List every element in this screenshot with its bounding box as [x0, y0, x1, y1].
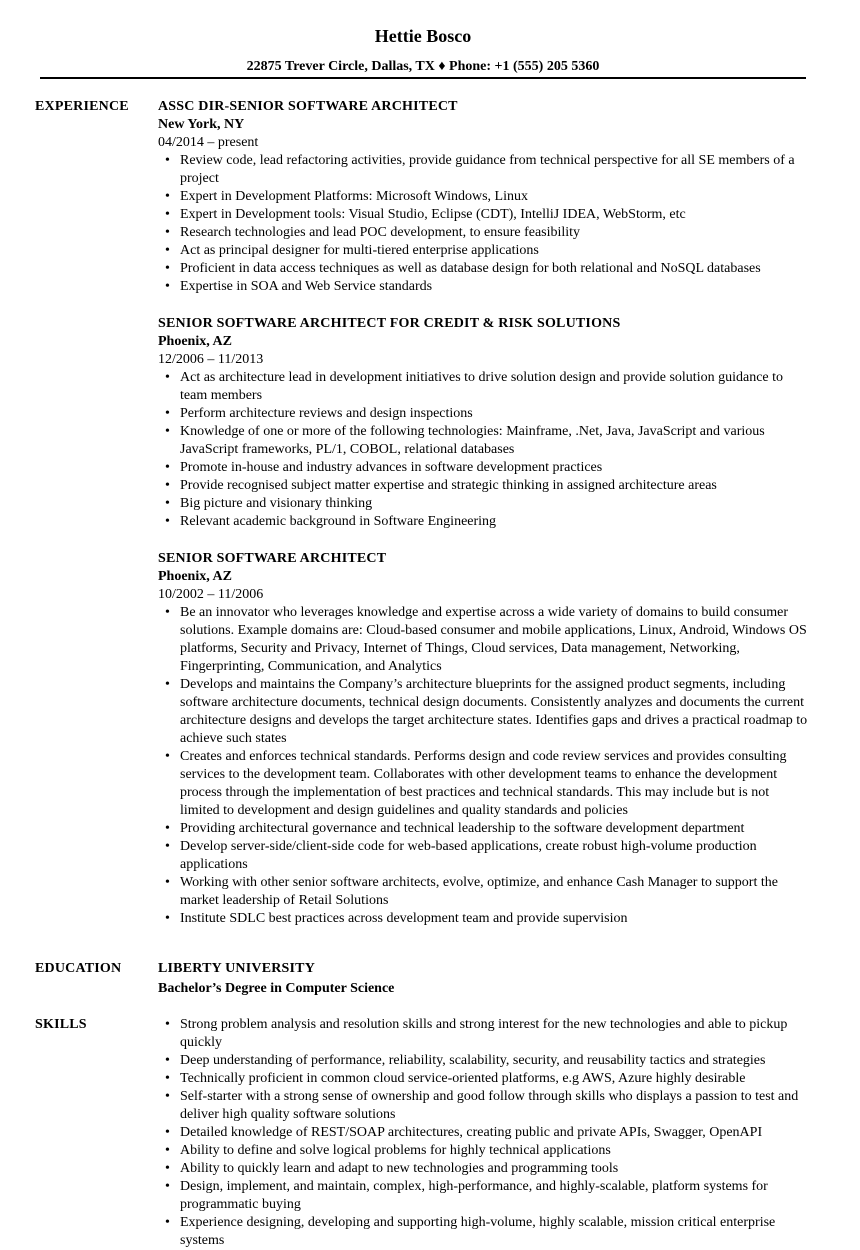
list-item: • Strong problem analysis and resolution skills and strong interest for the new technologies and able to pickup quickly [180, 1016, 812, 1052]
list-item: • Design, implement, and maintain, complex, high-performance, and highly-scalable, platform systems for programmatic buying [180, 1178, 812, 1214]
job-entry [158, 315, 812, 531]
job-location: Phoenix, AZ [158, 334, 232, 349]
list-item: • Providing architectural governance and technical leadership to the software development department [180, 820, 812, 838]
job-entry [158, 550, 812, 928]
list-item: • Act as principal designer for multi-tiered enterprise applications [180, 242, 812, 260]
list-item: • Develop server-side/client-side code for web-based applications, create robust high-volume production applications [180, 838, 812, 874]
list-item: • Promote in-house and industry advances in software development practices [180, 459, 812, 477]
list-item: • Deep understanding of performance, reliability, scalability, security, and reusability tactics and strategies [180, 1052, 812, 1070]
skills-heading: SKILLS [35, 1017, 87, 1032]
list-item: • Big picture and visionary thinking [180, 495, 812, 513]
list-item: • Self-starter with a strong sense of ownership and good follow through skills who displays a passion to test and deliver high quality software solutions [180, 1088, 812, 1124]
list-item: • Ability to quickly learn and adapt to new technologies and programming tools [180, 1160, 812, 1178]
job-bullets [158, 604, 812, 928]
list-item: • Knowledge of one or more of the following technologies: Mainframe, .Net, Java, JavaScript and various JavaScript frameworks, PL/1, COBOL, relational databases [180, 423, 812, 459]
education-heading: EDUCATION [35, 961, 122, 976]
list-item: • Detailed knowledge of REST/SOAP architectures, creating public and private APIs, Swagger, OpenAPI [180, 1124, 812, 1142]
job-title: ASSC DIR-SENIOR SOFTWARE ARCHITECT [158, 99, 458, 114]
job-title: SENIOR SOFTWARE ARCHITECT FOR CREDIT & RISK SOLUTIONS [158, 316, 621, 331]
job-dates: 12/2006 – 11/2013 [158, 352, 264, 367]
job-bullets [158, 152, 812, 296]
job-location: Phoenix, AZ [158, 569, 232, 584]
contact-line: 22875 Trever Circle, Dallas, TX ♦ Phone: +1 (555) 205 5360 [246, 59, 600, 74]
list-item: • Expert in Development tools: Visual Studio, Eclipse (CDT), IntelliJ IDEA, WebStorm, etc [180, 206, 812, 224]
list-item: • Be an innovator who leverages knowledge and expertise across a wide variety of domains to build consumer solutions. Example domains are: Cloud-based consumer and mobile applications, Linux, Android, Windows OS platforms, Security and Privacy, Internet of Things, Cloud services, Data management, Networking, Fingerprinting, Communication, and Analytics [180, 604, 812, 676]
list-item: • Expertise in SOA and Web Service standards [180, 278, 812, 296]
candidate-name: Hettie Bosco [374, 26, 472, 46]
list-item: • Review code, lead refactoring activities, provide guidance from technical perspective for all SE members of a project [180, 152, 812, 188]
list-item: • Develops and maintains the Company’s architecture blueprints for the assigned product segments, including software architecture documents, technical design documents. Consistently analyzes and documents the current architecture designs and develops the target architecture states. Identifies gaps and drives a practical roadmap to achieve such states [180, 676, 812, 748]
list-item: • Experience designing, developing and supporting high-volume, highly scalable, mission critical enterprise systems [180, 1214, 812, 1250]
list-item: • Perform architecture reviews and design inspections [180, 405, 812, 423]
list-item: • Working with other senior software architects, evolve, optimize, and enhance Cash Manager to support the market leadership of Retail Solutions [180, 874, 812, 910]
experience-heading: EXPERIENCE [35, 99, 129, 114]
list-item: • Institute SDLC best practices across development team and provide supervision [180, 910, 812, 928]
list-item: • Creates and enforces technical standards. Performs design and code review services and provides consulting services to the development team. Collaborates with other development teams to enhance the development process through the implementation of best practices and technical standards. This may include but is not limited to development and design guidelines and quality standards and policies [180, 748, 812, 820]
list-item: • Relevant academic background in Software Engineering [180, 513, 812, 531]
skills-list [158, 1016, 812, 1250]
list-item: • Proficient in data access techniques as well as database design for both relational and NoSQL databases [180, 260, 812, 278]
education-section [158, 960, 812, 998]
school-name: LIBERTY UNIVERSITY [158, 961, 316, 976]
degree: Bachelor’s Degree in Computer Science [158, 981, 395, 996]
job-bullets [158, 369, 812, 531]
job-location: New York, NY [158, 117, 245, 132]
list-item: • Expert in Development Platforms: Microsoft Windows, Linux [180, 188, 812, 206]
list-item: • Act as architecture lead in development initiatives to drive solution design and provide solution guidance to team members [180, 369, 812, 405]
job-dates: 10/2002 – 11/2006 [158, 587, 264, 602]
job-entry [158, 98, 812, 296]
experience-section [158, 98, 812, 947]
list-item: • Research technologies and lead POC development, to ensure feasibility [180, 224, 812, 242]
list-item: • Provide recognised subject matter expertise and strategic thinking in assigned architecture areas [180, 477, 812, 495]
job-dates: 04/2014 – present [158, 135, 259, 150]
list-item: • Technically proficient in common cloud service-oriented platforms, e.g AWS, Azure highly desirable [180, 1070, 812, 1088]
skills-section [158, 1016, 812, 1250]
job-title: SENIOR SOFTWARE ARCHITECT [158, 551, 387, 566]
header-divider [40, 77, 806, 79]
list-item: • Ability to define and solve logical problems for highly technical applications [180, 1142, 812, 1160]
